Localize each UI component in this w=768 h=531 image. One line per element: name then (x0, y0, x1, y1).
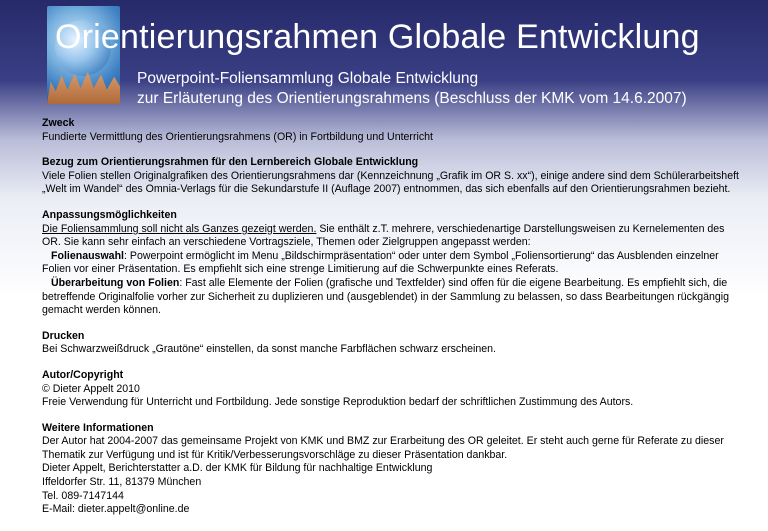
bezug-line-2: „Welt im Wandel“ des Omnia-Verlags für die Sekundarstufe II (Auflage 2007) entnommen, das sich ebenfalls auf den Orientierungsrahmen bezieht. (42, 183, 731, 196)
subtitle-line-2: zur Erläuterung des Orientierungsrahmens (Beschluss der KMK vom 14.6.2007) (137, 90, 687, 107)
bezug-heading: Bezug zum Orientierungsrahmen für den Lernbereich Globale Entwicklung (42, 156, 419, 169)
bullet-1-text: : Powerpoint ermöglicht im Menu „Bildschirmpräsentation“ oder unter dem Symbol „Foliensortierung“ das Ausblenden einzelner (124, 249, 719, 262)
bullet-ueberarbeitung (42, 277, 754, 291)
bullet-2-line-2: betreffende Originalfolie vorher zur Sicherheit zu duplizieren und (ausgeblendet) in der Sammlung zu belassen, so dass Bearbeitungen rückgängig (42, 290, 730, 303)
anpassung-underlined-text: Die Foliensammlung soll nicht als Ganzes gezeigt werden. (42, 222, 317, 235)
bullet-2-text: : Fast alle Elemente der Folien (grafische und Textfelder) sind offen für die eigene Bearbeitung. Es empfiehlt sich, die (179, 276, 728, 289)
section-info (42, 422, 754, 517)
zweck-text: Fundierte Vermittlung des Orientierungsrahmens (OR) in Fortbildung und Unterricht (42, 130, 433, 143)
bullet-2-line-3: gemacht werden können. (42, 304, 161, 317)
section-autor (42, 369, 754, 410)
bullet-folienauswahl (42, 250, 754, 264)
info-line-4: Iffeldorfer Str. 11, 81379 München (42, 476, 202, 489)
anpassung-line-1 (42, 223, 754, 237)
subtitle (137, 69, 687, 109)
section-zweck (42, 117, 754, 144)
bezug-line-1: Viele Folien stellen Originalgrafiken des Orientierungsrahmens dar (Kennzeichnung „Grafik im OR S. xx“), einige andere sind dem Schülerarbeitsheft (42, 169, 739, 182)
drucken-text: Bei Schwarzweißdruck „Grautöne“ einstellen, da sonst manche Farbflächen schwarz erscheinen. (42, 343, 496, 356)
zweck-heading: Zweck (42, 117, 75, 129)
info-line-6: E-Mail: dieter.appelt@online.de (42, 503, 190, 516)
anpassung-line-1-rest: Sie enthält z.T. mehrere, verschiedenartige Darstellungsweisen zu Kernelementen des (316, 222, 725, 235)
info-line-3: Dieter Appelt, Berichterstatter a.D. der KMK für Bildung für nachhaltige Entwicklung (42, 462, 433, 475)
anpassung-heading: Anpassungsmöglichkeiten (42, 208, 177, 221)
bullet-2-label: Überarbeitung von Folien (51, 276, 180, 289)
page-title: Orientierungsrahmen Globale Entwicklung (55, 18, 700, 56)
bullet-1-label: Folienauswahl (51, 249, 124, 262)
autor-line-2: Freie Verwendung für Unterricht und Fortbildung. Jede sonstige Reproduktion bedarf der schriftlichen Zustimmung des Autors. (42, 396, 634, 409)
section-anpassung (42, 209, 754, 318)
autor-heading: Autor/Copyright (42, 368, 124, 381)
anpassung-line-2: OR. Sie kann sehr einfach an verschiedene Vortragsziele, Themen oder Zielgruppen angepasst werden: (42, 236, 531, 249)
raised-hands-icon (47, 72, 120, 104)
autor-line-1: © Dieter Appelt 2010 (42, 382, 140, 395)
info-line-5: Tel. 089-7147144 (42, 489, 124, 502)
info-line-1: Der Autor hat 2004-2007 das gemeinsame Projekt von KMK und BMZ zur Erarbeitung des OR geleitet. Er steht auch gerne für Referate zu dieser (42, 435, 724, 448)
info-heading: Weitere Informationen (42, 421, 154, 434)
section-bezug (42, 156, 754, 197)
info-line-2: Thematik zur Verfügung und ist für Kritik/Verbesserungsvorschläge zu dieser Präsentation dankbar. (42, 448, 508, 461)
subtitle-line-1: Powerpoint-Foliensammlung Globale Entwicklung (137, 70, 479, 87)
drucken-heading: Drucken (42, 329, 85, 342)
bullet-1-line-2: Folien vor einer Präsentation. Es empfiehlt sich eine strenge Limitierung auf die Schwerpunkte eines Referats. (42, 263, 559, 276)
content-body (42, 117, 754, 517)
section-drucken (42, 330, 754, 357)
